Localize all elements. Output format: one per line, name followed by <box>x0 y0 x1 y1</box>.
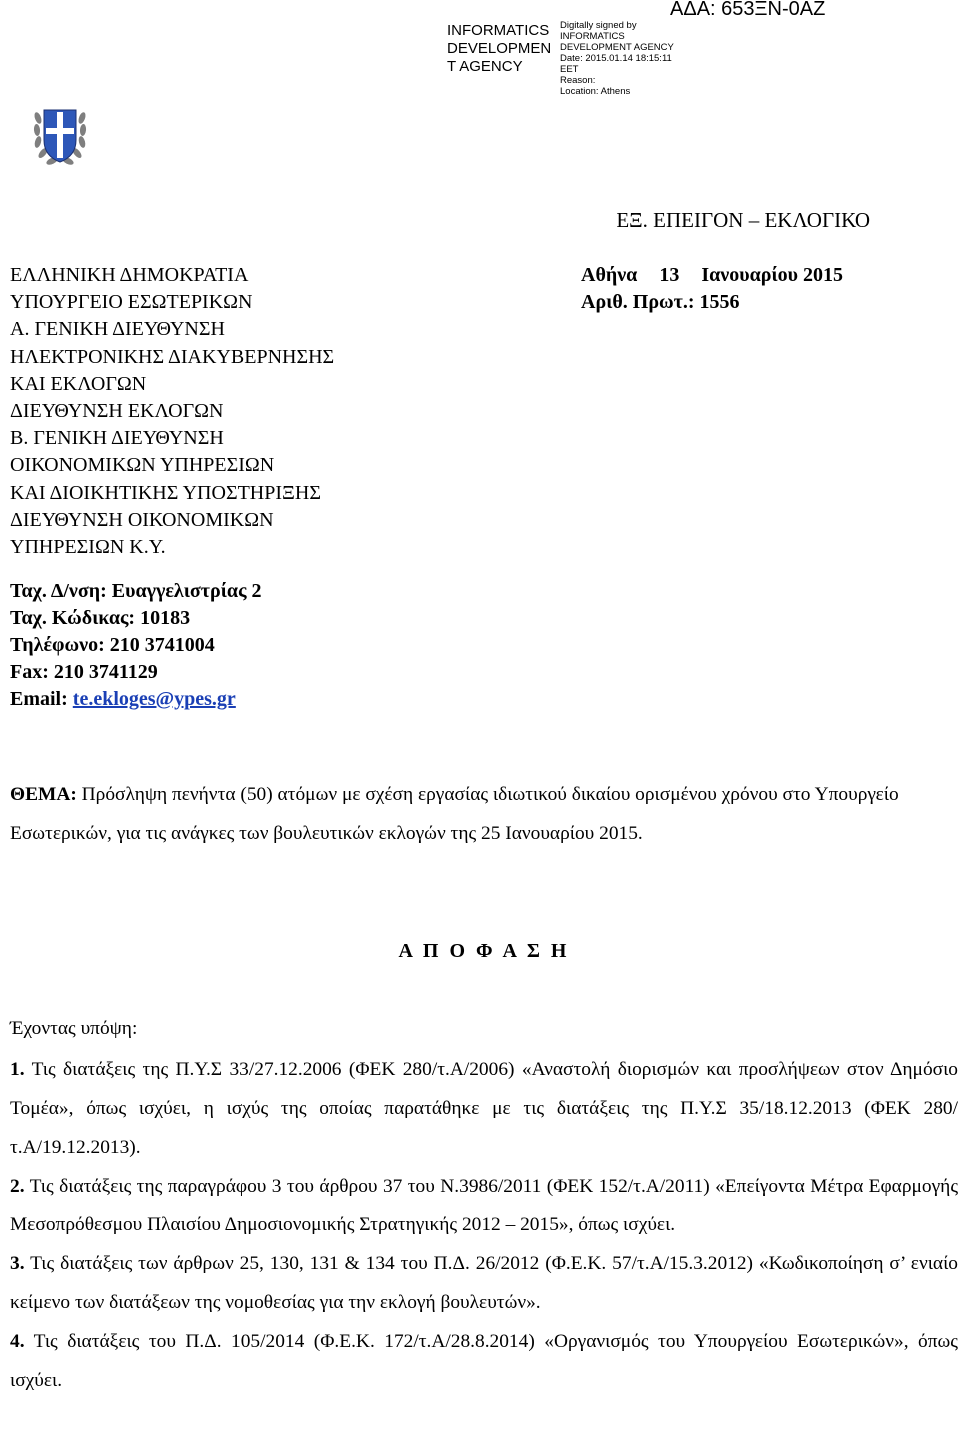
list-item <box>10 1051 958 1167</box>
document-body <box>10 776 958 1400</box>
item-text: Τις διατάξεις της παραγράφου 3 του άρθρου 37 του Ν.3986/2011 (ΦΕΚ 152/τ.Α/2011) «Επείγοντα Μέτρα Εφαρμογής Μεσοπρόθεσμου Πλαισίου Δημοσιονομικής Στρατηγικής 2012 – 2015», όπως ισχύει. <box>10 1175 958 1236</box>
greek-coat-of-arms-icon <box>32 100 88 170</box>
decision-title: Α Π Ο Φ Α Σ Η <box>398 939 570 962</box>
considering-heading: Έχοντας υπόψη: <box>10 1018 138 1040</box>
signature-details <box>560 20 674 97</box>
item-text: Τις διατάξεις των άρθρων 25, 130, 131 & 134 του Π.Δ. 26/2012 (Φ.Ε.Κ. 57/τ.Α/15.3.2012) «Κωδικοποίηση σ’ ενιαίο κείμενο των διατάξεων της νομοθεσίας για την εκλογή βουλευτών». <box>10 1253 958 1313</box>
urgent-marker: ΕΞ. ΕΠΕΙΓΟΝ – ΕΚΛΟΓΙΚΟ <box>616 208 870 232</box>
authority-line: ΚΑΙ ΔΙΟΙΚΗΤΙΚΗΣ ΥΠΟΣΤΗΡΙΞΗΣ <box>10 481 321 504</box>
item-number: 4. <box>10 1330 25 1352</box>
email-row <box>10 686 262 713</box>
date-month-year: Ιανουαρίου 2015 <box>701 264 844 286</box>
subject-paragraph <box>10 776 958 854</box>
authority-line: ΔΙΕΥΘΥΝΣΗ ΕΚΛΟΓΩΝ <box>10 399 224 422</box>
signature-meta-line: Digitally signed by <box>560 20 637 31</box>
signature-meta-line: EET <box>560 64 579 75</box>
authority-line: Β. ΓΕΝΙΚΗ ΔΙΕΥΘΥΝΣΗ <box>10 427 224 450</box>
protocol-number: Αριθ. Πρωτ.: 1556 <box>581 291 740 314</box>
list-item <box>10 1323 958 1401</box>
signer-line: DEVELOPMEN <box>447 40 552 57</box>
signature-meta-line: Reason: <box>560 75 596 86</box>
issuing-authority <box>10 262 334 561</box>
signature-meta-line: DEVELOPMENT AGENCY <box>560 42 674 53</box>
subject-text: Πρόσληψη πενήντα (50) ατόμων με σχέση εργασίας ιδιωτικού δικαίου ορισμένου χρόνου στο Υπουργείο Εσωτερικών, για τις ανάγκες των βουλευτικών εκλογών της 25 Ιανουαρίου 2015. <box>10 784 899 844</box>
ada-code: ΑΔΑ: 653ΞΝ-0ΑΖ <box>670 0 826 20</box>
authority-line: ΔΙΕΥΘΥΝΣΗ ΟΙΚΟΝΟΜΙΚΩΝ <box>10 508 274 531</box>
email-label: Email: <box>10 688 68 710</box>
date-day: 13 <box>659 264 680 286</box>
postal-address: Ταχ. Δ/νση: Ευαγγελιστρίας 2 <box>10 580 262 602</box>
item-number: 1. <box>10 1059 25 1081</box>
authority-line: ΥΠΟΥΡΓΕΙΟ ΕΣΩΤΕΡΙΚΩΝ <box>10 291 253 314</box>
authority-line: ΕΛΛΗΝΙΚΗ ΔΗΜΟΚΡΑΤΙΑ <box>10 264 249 286</box>
authority-line: Α. ΓΕΝΙΚΗ ΔΙΕΥΘΥΝΣΗ <box>10 318 225 341</box>
fax-number: Fax: 210 3741129 <box>10 661 158 683</box>
authority-line: ΚΑΙ ΕΚΛΟΓΩΝ <box>10 372 147 395</box>
signer-line: INFORMATICS <box>447 22 550 39</box>
authority-line: ΥΠΗΡΕΣΙΩΝ Κ.Υ. <box>10 535 166 558</box>
item-text: Τις διατάξεις του Π.Δ. 105/2014 (Φ.Ε.Κ. 172/τ.Α/28.8.2014) «Οργανισμός του Υπουργείου Εσωτερικών», όπως ισχύει. <box>10 1330 958 1391</box>
subject-label: ΘΕΜΑ: <box>10 784 77 805</box>
item-number: 2. <box>10 1175 25 1197</box>
list-item <box>10 1245 958 1323</box>
date-protocol-block <box>581 262 843 316</box>
authority-line: ΟΙΚΟΝΟΜΙΚΩΝ ΥΠΗΡΕΣΙΩΝ <box>10 454 275 477</box>
email-link[interactable]: te.ekloges@ypes.gr <box>72 688 236 710</box>
date-place: Αθήνα <box>581 264 638 286</box>
signature-meta-line: Location: Athens <box>560 86 631 97</box>
contact-details <box>10 578 262 713</box>
signature-meta-line: INFORMATICS <box>560 31 625 42</box>
authority-line: ΗΛΕΚΤΡΟΝΙΚΗΣ ΔΙΑΚΥΒΕΡΝΗΣΗΣ <box>10 345 335 368</box>
signature-meta-line: Date: 2015.01.14 18:15:11 <box>560 53 672 64</box>
item-text: Τις διατάξεις της Π.Υ.Σ 33/27.12.2006 (ΦΕΚ 280/τ.Α/2006) «Αναστολή διορισμών και προσλήψεων στον Δημόσιο Τομέα», όπως ισχύει, η ισχύς της οποίας παρατάθηκε με τις διατάξεις της Π.Υ.Σ 35/18.12.2013 (ΦΕΚ 280/τ.Α/19.12.2013). <box>10 1059 959 1158</box>
item-number: 3. <box>10 1253 25 1275</box>
postal-code: Ταχ. Κώδικας: 10183 <box>10 607 191 629</box>
list-item <box>10 1168 958 1246</box>
signer-name <box>447 22 551 76</box>
document-date <box>581 262 843 289</box>
signer-line: T AGENCY <box>447 58 523 75</box>
phone-number: Τηλέφωνο: 210 3741004 <box>10 634 215 656</box>
